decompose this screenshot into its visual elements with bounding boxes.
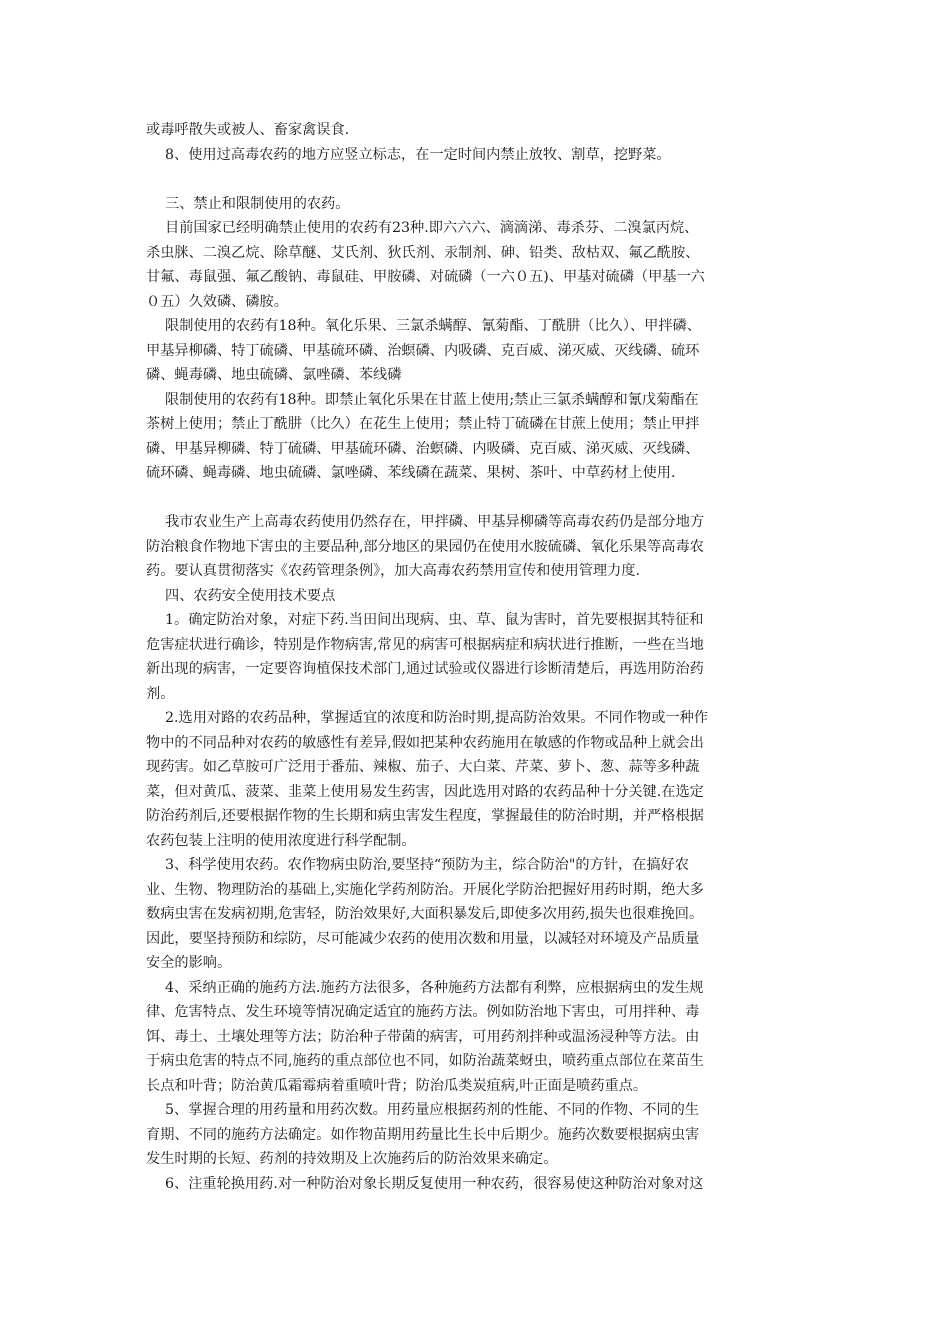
text-line: 于病虫危害的特点不同,施药的重点部位也不同，如防治蔬菜蚜虫，喷药重点部位在菜苗生: [146, 1053, 704, 1069]
text-line: 4、采纳正确的施药方法.施药方法很多，各种施药方法都有利弊，应根据病虫的发生规: [165, 979, 704, 996]
text-line: 杀虫脒、二溴乙烷、除草醚、艾氏剂、狄氏剂、汞制剂、砷、铅类、敌枯双、氟乙酰胺、: [146, 244, 700, 261]
text-line: 业、生物、物理防治的基础上,实施化学药剂防治。开展化学防治把握好用药时期，绝大多: [146, 881, 704, 898]
blank-line: [146, 486, 804, 511]
text-line: 3、科学使用农药。农作物病虫防治,要坚持“预防为主，综合防治"的方针，在搞好农: [165, 857, 689, 873]
text-line: 目前国家已经明确禁止使用的农药有23种.即六六六、滴滴涕、毒杀芬、二溴氯丙烷、: [165, 220, 699, 236]
text-line: 菜，但对黄瓜、菠菜、韭菜上使用易发生药害，因此选用对路的农药品种十分关键.在选定: [146, 783, 704, 800]
text-line: 农药包装上注明的使用浓度进行科学配制。: [146, 832, 416, 849]
blank-line: [146, 167, 804, 192]
text-line: 长点和叶背；防治黄瓜霜霉病着重喷叶背；防治瓜类炭疽病,叶正面是喷药重点。: [146, 1077, 648, 1094]
text-line: 防治药剂后,还要根据作物的生长期和病虫害发生程度，掌握最佳的防治时期，并严格根据: [146, 808, 704, 824]
text-line: 育期、不同的施药方法确定。如作物苗期用药量比生长中后期少。施药次数要根据病虫害: [146, 1126, 700, 1143]
text-line: 危害症状进行确诊，特别是作物病害,常见的病害可根据病症和病状进行推断，一些在当地: [146, 636, 704, 653]
text-line: 发生时期的长短、药剂的持效期及上次施药后的防治效果来确定。: [146, 1151, 558, 1167]
section-heading: 三、禁止和限制使用的农药。: [165, 195, 350, 212]
text-line: ０五）久效磷、磷胺。: [146, 293, 288, 310]
text-line: 防治粮食作物地下害虫的主要品种,部分地区的果园仍在使用水胺硫磷、氧化乐果等高毒农: [146, 538, 704, 555]
text-line: 或毒呼散失或被人、畜家禽误食.: [146, 122, 350, 138]
text-line: 5、掌握合理的用药量和用药次数。用药量应根据药剂的性能、不同的作物、不同的生: [165, 1102, 699, 1118]
text-line: 2.选用对路的农药品种，掌握适宜的浓度和防治时期,提高防治效果。不同作物或一种作: [165, 710, 708, 726]
text-line: 硫环磷、蝇毒磷、地虫硫磷、氯唑磷、苯线磷在蔬菜、果树、茶叶、中草药材上使用.: [146, 465, 676, 481]
text-line: 甘氟、毒鼠强、氟乙酸钠、毒鼠硅、甲胺磷、对硫磷（一六０五)、甲基对硫磷（甲基一六: [146, 269, 705, 285]
text-line: 限制使用的农药有18种。氧化乐果、三氯杀螨醇、氰菊酯、丁酰肼（比久）、甲拌磷、: [165, 318, 701, 334]
text-line: 数病虫害在发病初期,危害轻，防治效果好,大面积暴发后,即使多次用药,损失也很难挽回。: [146, 906, 704, 922]
text-line: 新出现的病害，一定要咨询植保技术部门,通过试验或仪器进行诊断清楚后，再选用防治药: [146, 661, 704, 677]
section-heading: 四、农药安全使用技术要点: [165, 587, 336, 604]
text-line: 8、使用过高毒农药的地方应竖立标志，在一定时间内禁止放牧、割草，挖野菜。: [165, 146, 671, 163]
text-line: 剂。: [146, 685, 175, 702]
text-line: 茶树上使用；禁止丁酰肼（比久）在花生上使用；禁止特丁硫磷在甘蔗上使用；禁止甲拌: [146, 416, 700, 432]
text-line: 磷、蝇毒磷、地虫硫磷、氯唑磷、苯线磷: [146, 367, 402, 383]
text-line: 1。确定防治对象，对症下药.当田间出现病、虫、草、鼠为害时，首先要根据其特征和: [165, 612, 704, 628]
text-line: 饵、毒土、土壤处理等方法；防治种子带菌的病害，可用药剂拌种或温汤浸种等方法。由: [146, 1028, 700, 1045]
text-line: 药。要认真贯彻落实《农药管理条例》，加大高毒农药禁用宣传和使用管理力度.: [146, 563, 640, 579]
document-body: [146, 118, 804, 1196]
text-line: 限制使用的农药有18种。即禁止氧化乐果在甘蓝上使用;禁止三氯杀螨醇和氰戊菊酯在: [165, 391, 699, 408]
text-line: 6、注重轮换用药.对一种防治对象长期反复使用一种农药，很容易使这种防治对象对这: [165, 1175, 704, 1192]
text-line: 安全的影响。: [146, 955, 232, 971]
text-line: 物中的不同品种对农药的敏感性有差异,假如把某种农药施用在敏感的作物或品种上就会出: [146, 734, 704, 751]
text-line: 现药害。如乙草胺可广泛用于番茄、辣椒、茄子、大白菜、芹菜、萝卜、葱、蒜等多种蔬: [146, 759, 700, 775]
text-line: 律、危害特点、发生环境等情况确定适宜的施药方法。例如防治地下害虫，可用拌种、毒: [146, 1004, 700, 1020]
text-line: 我市农业生产上高毒农药使用仍然存在，甲拌磷、甲基异柳磷等高毒农药仍是部分地方: [165, 514, 705, 530]
text-line: 因此，要坚持预防和综防，尽可能减少农药的使用次数和用量，以减轻对环境及产品质量: [146, 930, 700, 947]
text-line: 磷、甲基异柳磷、特丁硫磷、甲基硫环磷、治螟磷、内吸磷、克百威、涕灭威、灭线磷、: [146, 440, 700, 457]
text-line: 甲基异柳磷、特丁硫磷、甲基硫环磷、治螟磷、内吸磷、克百威、涕灭威、灭线磷、硫环: [146, 342, 700, 359]
